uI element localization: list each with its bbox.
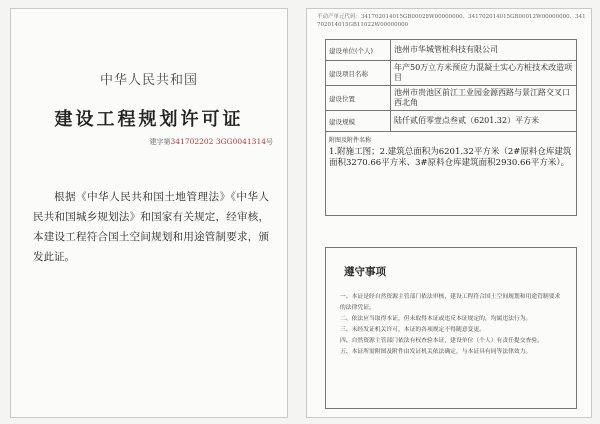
project-name-value: 年产50万立方米预应力混凝土实心方桩技术改造项目 [391, 61, 577, 86]
list-item: 四、自然资源主管部门依法有权查验本证，建设单位（个人）有责任提交查验。 [340, 338, 543, 344]
country-name: 中华人民共和国 [99, 73, 198, 88]
row-label: 建设位置 [326, 86, 391, 111]
left-page [10, 8, 288, 418]
rules-list [340, 292, 566, 358]
issuance-statement: 根据《中华人民共和国土地管理法》《中华人民共和国城乡规划法》和国家有关规定，经审核，本建设工程符合国土空间规划和用途管制要求，颁发此证。 [33, 191, 269, 263]
row-label: 建设项目名称 [326, 61, 391, 86]
list-item: 五、本证所需附图及附件由发证机关依法确定，与本证具有同等法律效力。 [340, 349, 532, 355]
location-value: 池州市贵池区前江工业园金源西路与景江路交叉口西北角 [391, 86, 577, 111]
table-row [326, 132, 577, 216]
cert-no-value: 341702202 3GG0041314 [170, 137, 266, 146]
attachments-text: 1.附施工图；2.建筑总面积为6201.32平方米（2#原料仓库建筑面积3270.66平方米、3#原料仓库建筑面积2930.66平方米）。 [329, 147, 572, 168]
rules-box [325, 247, 577, 409]
certificate-number [150, 137, 274, 147]
row-label: 建设规模 [326, 111, 391, 132]
list-item: 一、本证是经自然资源主管部门依法审核，建设工程符合国土空间规划和用途管制要求的法律凭证。 [340, 294, 561, 311]
scale-value: 陆仟贰佰零壹点叁贰（6201.32）平方米 [391, 111, 577, 132]
project-info-table [325, 39, 577, 216]
attachments-cell [326, 132, 577, 216]
cert-no-prefix: 建字第 [149, 138, 171, 146]
list-item: 二、依法应当取得本证，但未取得本证或违反本证规定的，均属违法行为。 [340, 316, 532, 322]
unit-code-value: 341702014015GB00028W00000000、341702014015GB00012W00000000、341702014015GB11022W00000000 [317, 14, 586, 28]
unit-code [317, 13, 587, 29]
list-item: 三、未经发证机关许可，本证的各项规定不得随意变更。 [340, 327, 485, 333]
attachments-label: 附图及附件名称 [329, 137, 372, 144]
table-row [326, 40, 577, 61]
table-row [326, 86, 577, 111]
unit-code-label: 不动产单元代码： [317, 14, 362, 20]
table-row [326, 61, 577, 86]
cert-no-suffix: 号 [266, 138, 273, 146]
construction-unit-value: 池州市华城管桩科技有限公司 [391, 40, 577, 61]
table-row [326, 111, 577, 132]
row-label: 建设单位(个人) [326, 40, 391, 61]
right-page [306, 8, 592, 418]
rules-title: 遵守事项 [344, 266, 386, 278]
certificate-title: 建设工程规划许可证 [54, 109, 244, 130]
